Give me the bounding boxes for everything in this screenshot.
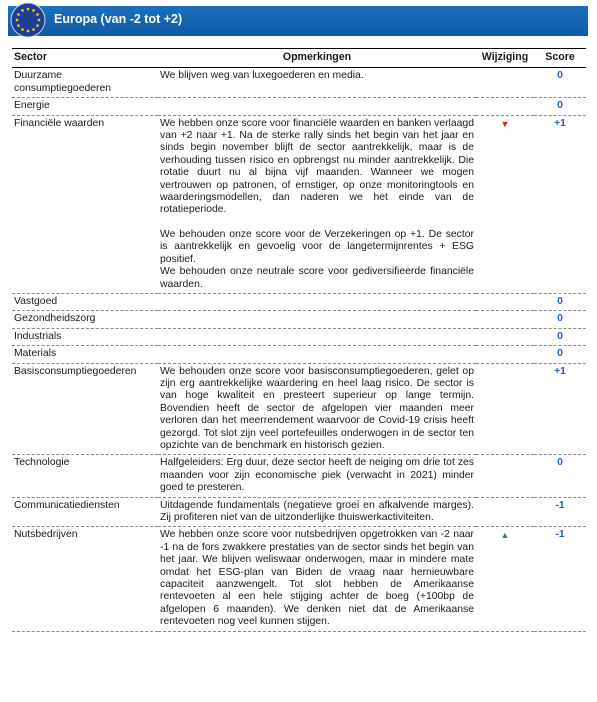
change-indicator bbox=[476, 497, 534, 527]
remark-paragraph: We hebben onze score voor financiële waarden en banken verlaagd van +2 naar +1. Na de sterke rally sinds het begin van het jaar en sinds begin november blijft de sector aantrekkelijk, maar is de verhouding tussen risico en opbrengst nu minder aantrekkelijk. Die rotatie duurt nu al bijna vijf maanden. Wanneer we mogen vertrouwen op patronen, of ernstiger, op onze monitoringtools en waarderingsmodellen, dan naderen we het einde van de rotatieperiode. bbox=[160, 117, 474, 216]
section-banner bbox=[8, 6, 588, 36]
score-value: 0 bbox=[534, 346, 586, 363]
table-row bbox=[12, 455, 586, 497]
remark-paragraph: We blijven weg van luxegoederen en media. bbox=[160, 70, 364, 82]
eu-flag-icon bbox=[10, 2, 46, 38]
score-value: 0 bbox=[534, 455, 586, 497]
table-row bbox=[12, 346, 586, 363]
change-indicator bbox=[476, 115, 534, 293]
change-indicator bbox=[476, 68, 534, 98]
sector-remarks bbox=[158, 115, 476, 293]
score-value: 0 bbox=[534, 311, 586, 328]
score-value: +1 bbox=[534, 115, 586, 293]
sector-name: Nutsbedrijven bbox=[12, 527, 158, 631]
score-value: +1 bbox=[534, 363, 586, 455]
sector-remarks bbox=[158, 98, 476, 115]
sector-name: Technologie bbox=[12, 455, 158, 497]
column-header-sector: Sector bbox=[12, 49, 158, 68]
change-indicator bbox=[476, 328, 534, 345]
star-icon bbox=[17, 13, 20, 16]
score-value: 0 bbox=[534, 328, 586, 345]
remark-paragraph: We behouden onze neutrale score voor gediversifieerde financiële waarden. bbox=[160, 266, 474, 290]
sector-table bbox=[12, 48, 586, 632]
change-indicator bbox=[476, 98, 534, 115]
table-row bbox=[12, 293, 586, 310]
table-row bbox=[12, 363, 586, 455]
score-value: -1 bbox=[534, 527, 586, 631]
table-row bbox=[12, 311, 586, 328]
score-value: 0 bbox=[534, 68, 586, 98]
sector-name: Energie bbox=[12, 98, 158, 115]
sector-remarks bbox=[158, 527, 476, 631]
star-icon bbox=[36, 24, 39, 27]
score-value: -1 bbox=[534, 497, 586, 527]
sector-remarks bbox=[158, 293, 476, 310]
remark-paragraph: We hebben onze score voor nutsbedrijven opgetrokken van -2 naar -1 na de fors zwakkere prestaties van de sector sinds het begin van het jaar. We blijven weliswaar onderwogen, maar in mindere mate omdat het ESG-plan van Biden de vraag naar hernieuwbare capaciteit aanzwengelt. Tot slot hebben de Amerikaanse rentevoeten al een hele stijging achter de boeg (+100bp de afgelopen 6 maanden). We denken niet dat de Amerikaanse rentevoeten nog veel kunnen stijgen. bbox=[160, 529, 474, 628]
sector-remarks bbox=[158, 497, 476, 527]
change-indicator bbox=[476, 346, 534, 363]
remark-paragraph: Halfgeleiders: Erg duur, deze sector heeft de neiging om drie tot zes maanden voor zijn economische piek (verwacht in 2021) minder goed te presteren. bbox=[160, 457, 474, 494]
star-icon bbox=[21, 28, 24, 31]
column-header-remarks: Opmerkingen bbox=[158, 49, 476, 68]
table-row bbox=[12, 68, 586, 98]
star-icon bbox=[32, 28, 35, 31]
remark-paragraph: We behouden onze score voor basisconsumptiegoederen, gelet op zijn erg aantrekkelijke waardering en heel laag risico. De sector is van hoge kwaliteit en presteert superieur op lange termijn. Bovendien heeft de sector de afgelopen vier maanden meer verloren dan het meerrendement waarvoor de Covid-19 crisis heeft gezorgd. Tot slot zijn veel portefeuilles onderwogen in de sector ten opzichte van de benchmark en historisch gezien. bbox=[160, 365, 474, 451]
triangle-up-icon: ▲ bbox=[500, 530, 510, 541]
change-indicator bbox=[476, 527, 534, 631]
table-row bbox=[12, 98, 586, 115]
score-value: 0 bbox=[534, 293, 586, 310]
table-row bbox=[12, 497, 586, 527]
change-indicator bbox=[476, 293, 534, 310]
star-icon bbox=[16, 19, 19, 22]
sector-remarks bbox=[158, 328, 476, 345]
triangle-down-icon: ▼ bbox=[500, 118, 510, 129]
sector-name: Communicatiediensten bbox=[12, 497, 158, 527]
sector-name: Industrials bbox=[12, 328, 158, 345]
sector-name: Basisconsumptiegoederen bbox=[12, 363, 158, 455]
sector-name: Duurzame consumptiegoederen bbox=[12, 68, 158, 98]
star-icon bbox=[27, 8, 30, 11]
sector-remarks bbox=[158, 311, 476, 328]
paragraph-gap bbox=[160, 217, 474, 229]
sector-name: Financiële waarden bbox=[12, 115, 158, 293]
sector-remarks bbox=[158, 68, 476, 98]
column-header-score: Score bbox=[534, 49, 586, 68]
star-icon bbox=[32, 9, 35, 12]
page-title: Europa (van -2 tot +2) bbox=[54, 12, 183, 26]
table-row bbox=[12, 527, 586, 631]
table-row bbox=[12, 115, 586, 293]
star-icon bbox=[38, 19, 41, 22]
column-header-change: Wijziging bbox=[476, 49, 534, 68]
change-indicator bbox=[476, 363, 534, 455]
sector-name: Gezondheidszorg bbox=[12, 311, 158, 328]
change-indicator bbox=[476, 455, 534, 497]
table-row bbox=[12, 328, 586, 345]
score-value: 0 bbox=[534, 98, 586, 115]
remark-paragraph: Uitdagende fundamentals (negatieve groei en afkalvende marges). Zij profiteren niet van de uitzonderlijke thuiswerkactiviteiten. bbox=[160, 499, 474, 523]
change-indicator bbox=[476, 311, 534, 328]
sector-remarks bbox=[158, 455, 476, 497]
sector-name: Vastgoed bbox=[12, 293, 158, 310]
sector-remarks bbox=[158, 346, 476, 363]
sector-name: Materials bbox=[12, 346, 158, 363]
star-icon bbox=[17, 24, 20, 27]
sector-remarks bbox=[158, 363, 476, 455]
table-header-row bbox=[12, 49, 586, 68]
star-icon bbox=[36, 13, 39, 16]
star-icon bbox=[27, 30, 30, 33]
star-icon bbox=[21, 9, 24, 12]
remark-paragraph: We behouden onze score voor de Verzekeringen op +1. De sector is aantrekkelijk en gevoelig voor de langetermijnrentes + ESG positief. bbox=[160, 228, 474, 265]
